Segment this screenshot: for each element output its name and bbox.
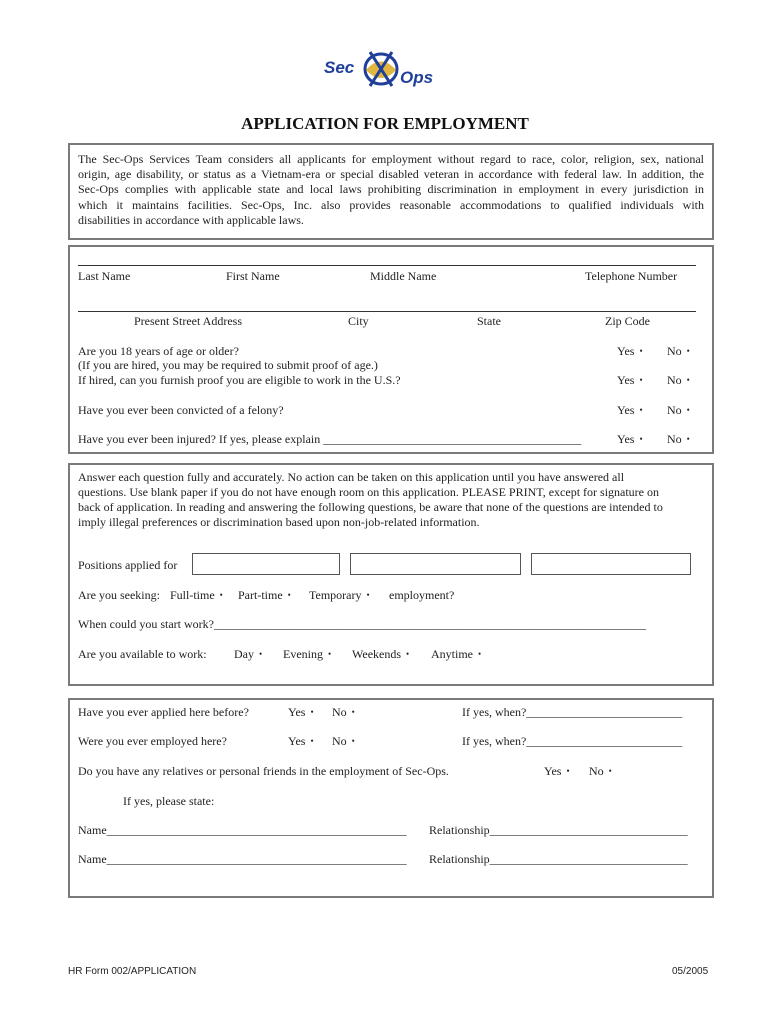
bullet-icon: • (639, 346, 643, 356)
intro-paragraph (78, 152, 704, 228)
relationship-field-2[interactable]: Relationship_________________________________ (429, 852, 688, 866)
applied-when-field[interactable]: If yes, when?__________________________ (462, 705, 683, 719)
available-label: Are you available to work: (78, 647, 207, 661)
available-evening-option[interactable]: Evening • (283, 647, 332, 661)
intro-line: origin, age disability, or status as a Vietnam-era or special disabled veteran in accordance with federal law. In addition, the (78, 167, 704, 182)
relationship-field-1[interactable]: Relationship_________________________________ (429, 823, 688, 837)
bullet-icon: • (310, 736, 314, 746)
if-yes-state-label: If yes, please state: (123, 794, 215, 808)
last-name-label: Last Name (78, 269, 131, 283)
relative-name-field-1[interactable]: Name__________________________________________________ (78, 823, 407, 837)
injured-question: Have you ever been injured? If yes, please explain ___________________________________________ (78, 432, 582, 446)
logo-text-sec: Sec (324, 58, 355, 77)
employed-no-option[interactable]: No • (332, 734, 355, 748)
bullet-icon: • (328, 649, 332, 659)
bullet-icon: • (686, 434, 690, 444)
telephone-label: Telephone Number (585, 269, 678, 283)
age-yes-option[interactable]: Yes • (617, 344, 643, 358)
employed-before-question: Were you ever employed here? (78, 734, 227, 748)
instructions-line: back of application. In reading and answering the following questions, be aware that none of the questions are intended to (78, 500, 663, 514)
intro-line: disabilities in accordance with applicable laws. (78, 212, 304, 227)
seeking-label: Are you seeking: (78, 588, 160, 602)
injured-no-option[interactable]: No • (667, 432, 690, 446)
age-note: (If you are hired, you may be required to submit proof of age.) (78, 358, 378, 372)
seeking-full-time-option[interactable]: Full-time • (170, 588, 223, 602)
intro-line: The Sec-Ops Services Team considers all applicants for employment without regard to race, color, religion, sex, national (78, 152, 704, 166)
position-input-2[interactable] (350, 553, 521, 575)
relative-name-field-2[interactable]: Name__________________________________________________ (78, 852, 407, 866)
bullet-icon: • (686, 346, 690, 356)
company-logo (318, 48, 448, 92)
relatives-question: Do you have any relatives or personal friends in the employment of Sec-Ops. (78, 764, 449, 778)
bullet-icon: • (639, 434, 643, 444)
bullet-icon: • (259, 649, 263, 659)
zip-label: Zip Code (605, 314, 650, 328)
relatives-no-option[interactable]: No • (589, 764, 612, 778)
middle-name-label: Middle Name (370, 269, 437, 283)
bullet-icon: • (406, 649, 410, 659)
intro-line: which it maintains facilities. Sec-Ops, Inc. also provides reasonable accommodations to qualified individuals with (78, 197, 704, 212)
applied-before-question: Have you ever applied here before? (78, 705, 249, 719)
proof-yes-option[interactable]: Yes • (617, 373, 643, 387)
state-label: State (477, 314, 501, 328)
bullet-icon: • (287, 590, 291, 600)
injured-yes-option[interactable]: Yes • (617, 432, 643, 446)
positions-applied-label: Positions applied for (78, 558, 178, 572)
bullet-icon: • (478, 649, 482, 659)
felony-question: Have you ever been convicted of a felony? (78, 403, 284, 417)
bullet-icon: • (219, 590, 223, 600)
applied-no-option[interactable]: No • (332, 705, 355, 719)
relatives-yes-option[interactable]: Yes • (544, 764, 570, 778)
bullet-icon: • (366, 590, 370, 600)
instructions-paragraph (78, 470, 698, 530)
bullet-icon: • (639, 375, 643, 385)
name-fill-line[interactable] (78, 265, 696, 266)
seeking-temporary-option[interactable]: Temporary • (309, 588, 370, 602)
bullet-icon: • (639, 405, 643, 415)
instructions-line: Answer each question fully and accurately. No action can be taken on this application until you have answered all (78, 470, 625, 484)
instructions-line: questions. Use blank paper if you do not have enough room on this application. PLEASE PRINT, except for signature on (78, 485, 660, 499)
street-label: Present Street Address (134, 314, 242, 328)
page-title: APPLICATION FOR EMPLOYMENT (241, 114, 529, 133)
bullet-icon: • (310, 707, 314, 717)
form-date-footer: 05/2005 (672, 966, 709, 977)
employed-when-field[interactable]: If yes, when?__________________________ (462, 734, 683, 748)
employed-yes-option[interactable]: Yes • (288, 734, 314, 748)
available-weekends-option[interactable]: Weekends • (352, 647, 410, 661)
start-work-question[interactable]: When could you start work?________________________________________________________________________ (78, 617, 646, 631)
applied-yes-option[interactable]: Yes • (288, 705, 314, 719)
first-name-label: First Name (226, 269, 280, 283)
bullet-icon: • (686, 375, 690, 385)
instructions-line: imply illegal preferences or discrimination based upon non-job-related information. (78, 515, 480, 529)
form-id-footer: HR Form 002/APPLICATION (68, 966, 197, 977)
logo-text-ops: Ops (400, 68, 434, 87)
bullet-icon: • (351, 707, 355, 717)
available-anytime-option[interactable]: Anytime • (431, 647, 482, 661)
seeking-suffix: employment? (389, 588, 455, 602)
bullet-icon: • (608, 766, 612, 776)
city-label: City (348, 314, 369, 328)
intro-line: Sec-Ops complies with applicable state and local laws prohibiting discrimination in employment in every jurisdiction in (78, 182, 704, 197)
age-no-option[interactable]: No • (667, 344, 690, 358)
position-input-1[interactable] (192, 553, 340, 575)
seeking-part-time-option[interactable]: Part-time • (238, 588, 291, 602)
felony-yes-option[interactable]: Yes • (617, 403, 643, 417)
position-input-3[interactable] (531, 553, 691, 575)
bullet-icon: • (566, 766, 570, 776)
address-fill-line[interactable] (78, 311, 696, 312)
available-day-option[interactable]: Day • (234, 647, 263, 661)
bullet-icon: • (686, 405, 690, 415)
age-question: Are you 18 years of age or older? (78, 344, 239, 358)
proof-no-option[interactable]: No • (667, 373, 690, 387)
bullet-icon: • (351, 736, 355, 746)
proof-question: If hired, can you furnish proof you are eligible to work in the U.S.? (78, 373, 401, 387)
felony-no-option[interactable]: No • (667, 403, 690, 417)
